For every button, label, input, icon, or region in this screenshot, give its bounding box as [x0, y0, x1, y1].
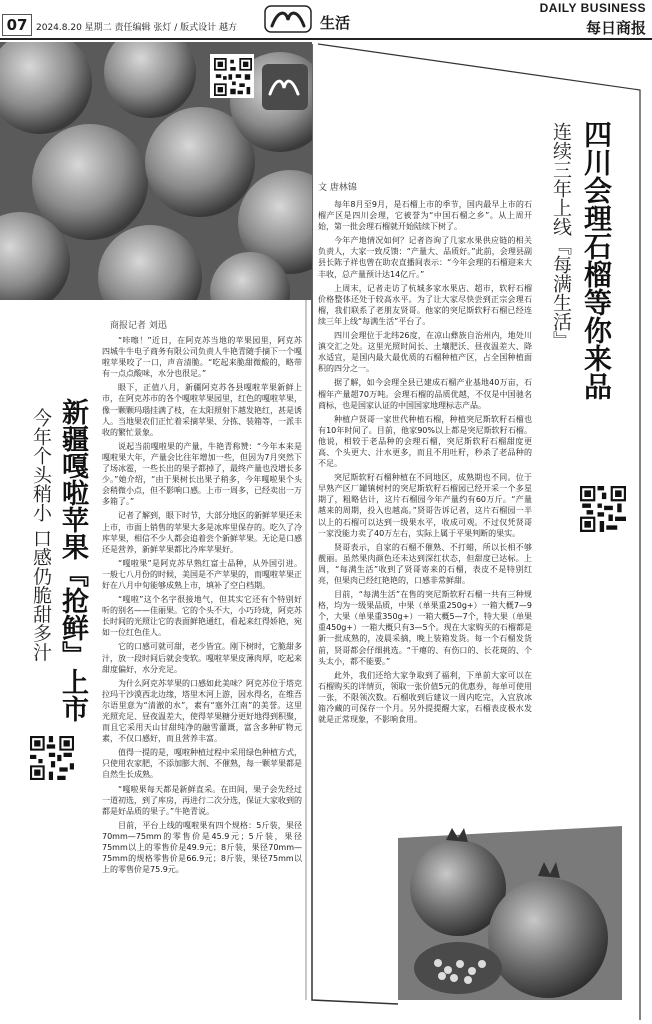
left-headline: 新疆嘎啦苹果『抢鲜』上市 — [57, 398, 88, 722]
section-title: 生活 — [320, 14, 351, 32]
qr-code-icon[interactable] — [214, 58, 252, 96]
brand-english: DAILY BUSINESS — [539, 1, 646, 15]
left-byline: 商报记者 刘迅 — [110, 321, 167, 331]
left-paragraph: 目前，平台上线的嘎啦果有四个规格：5斤装，果径70mm—75mm的零售价是45.9元；5斤装，果径75mm以上的零售价是49.9元；8斤装，果径70mm—75mm的规格零售价是66.9元；8斤装，果径75mm以上的零售价是75.9元。 — [102, 820, 302, 875]
right-paragraph: 每年8月至9月，是石榴上市的季节，国内最早上市的石榴产区是四川会理，它被誉为“中国石榴之乡”。从上周开始，第一批会理石榴就开始陆续下树了。 — [318, 200, 532, 232]
right-paragraph: 贤哥表示，自家的石榴不催熟、不打蜡，所以长相不够靓丽。虽然果肉颜色还未达到深红状态，但甜度已达标。上周，“每满生活”收到了贤哥寄来的石榴，表皮不是特别红亮，但果肉已经红艳艳的，口感非常鲜甜。 — [318, 542, 532, 585]
page-number: 07 — [2, 14, 32, 36]
left-paragraph: “嘎啦”这个名字很接地气，但其实它还有个特别好听的别名——佳丽果。它的个头不大，小巧玲珑，阿克苏长时间的光照让它的表面鲜艳通红，看起来红得娇艳，宛如一位红色佳人。 — [102, 595, 302, 638]
right-paragraph: 目前，“每满生活”在售的突尼斯软籽石榴一共有三种规格，均为一级果品质，中果（单果重250g+）一箱大概7—9个，大果（单果重350g+）一箱大概5—7个，特大果（单果重450g+）一箱大概只有3—5个。现在大家购买的石榴都是新一批成熟的，凌晨采摘，晚上装箱发货。每一个石榴发货前，贤哥都会仔细挑选。“干瘪的、有伤口的、长花斑的、个头太小，都不能要。” — [318, 590, 532, 666]
left-paragraph: 为什么阿克苏苹果的口感如此美味？阿克苏位于塔克拉玛干沙漠西北边缘，塔里木河上游，因水得名，在维吾尔语里意为“清澈的水”，素有“塞外江南”的美誉。这里光照充足、昼夜温差大，使得苹果糖分更好地得到积聚，而且它采用天山甘甜纯净的融雪灌溉，富含多种矿物元素，不仅口感好，而且营养丰富。 — [102, 678, 302, 744]
left-article-body — [102, 318, 302, 878]
left-paragraph: 记者了解到，眼下时节，大部分地区的新鲜苹果还未上市，市面上销售的苹果大多是冰库里保存的。吃久了冷库苹果，相信不少人都会追着尝个新鲜苹果。无论是口感还是营养，新鲜苹果都比冷库苹果好。 — [102, 511, 302, 554]
right-subheadline: 连续三年上线『每满生活』 — [550, 122, 572, 350]
right-paragraph: 此外，我们还给大家争取到了福利，下单前大家可以在石榴购买的详情页，领取一张价值5元的优惠券，每单可使用一张，不限领次数。石榴收到后建议一周内吃完，入宜放冰箱冷藏的可保存一个月。另外提提醒大家，石榴表皮极水发就是正常现象，不影响食用。 — [318, 670, 532, 725]
left-paragraph: “嘎啦果”是阿克苏早熟红富士品种，从外国引进。一般七八月份的时候，美国是不产苹果的，而嘎啦苹果正好在八月中旬能够成熟上市，填补了空白档期。 — [102, 558, 302, 590]
apple-photo — [0, 42, 312, 300]
left-paragraph: 值得一提的是，嘎啦种植过程中采用绿色种植方式，只使用农家肥，不添加膨大剂、不催熟，每一颗苹果都是自然生长成熟。 — [102, 748, 302, 780]
left-subheadline: 今年个头稍小 口感仍脆甜多汁 — [30, 408, 52, 662]
issue-meta: 2024.8.20 星期二 责任编辑 张灯 / 版式设计 越方 — [36, 23, 238, 33]
left-paragraph: 眼下，正值八月，新疆阿克苏各县嘎啦苹果新鲜上市，在阿克苏市的各个嘎啦苹果园里，红色的嘎啦苹果，像一颗颗玛瑙挂满了枝，在太阳照射下越发艳红，甚是诱人。当地果农们正忙着采摘苹果、分拣、装箱等，一派丰收的繁忙景象。 — [102, 383, 302, 437]
left-paragraph: 说起当前嘎啦果的产量，牛艳青称赞：“今年本来是嘎啦果大年，产量会比往年增加一些，但因为7月突然下了场冰雹，一些长出的果子都掉了，最终产量也没增长多少。”她介绍，“由于果树长出果子稍多，今年嘎啦果个头会稍微小点，但不影响口感。上市一周多，已经卖出一万多箱了。” — [102, 441, 302, 507]
right-byline: 文 唐林锦 — [318, 183, 357, 193]
right-headline: 四川会理石榴等你来品 — [580, 120, 613, 400]
right-paragraph: 今年产地情况如何？记者咨询了几家水果供应链的相关负责人，大家一致反馈：“产量大、品质好。”此前，会理县副县长陈子祥也曾在助农直播间表示：“今年会理的石榴迎来大丰收，总产量预计达14亿斤。” — [318, 236, 532, 279]
pomegranate-photo — [398, 818, 622, 1000]
right-paragraph: 上周末，记者走访了杭城多家水果店、超市，软籽石榴价格整体还处于较高水平。为了让大家尽快尝到正宗会理石榴，我们联系了老朋友贤哥。他家的突尼斯软籽石榴已经连续三年上线“每满生活”平台了。 — [318, 283, 532, 326]
left-paragraph: 它的口感可就可甜，老少皆宜。刚下树时，它脆甜多汁，放一段时间后就会变软。嘎啦苹果皮薄肉厚，吃起来甜度偏好，水分充足。 — [102, 642, 302, 674]
brand-chinese: 每日商报 — [585, 19, 646, 37]
left-paragraph: “嘎啦果每天都是新鲜直采。在田间，果子会先经过一道初选，到了库房，再进行二次分选，保证大家收到的都是好品质的果子。”牛艳青说。 — [102, 784, 302, 816]
left-qr-code-icon[interactable] — [30, 736, 74, 780]
right-paragraph: 四川会理位于北纬26度，在凉山彝族自治州内，地处川滇交汇之处。这里光照时间长、土壤肥沃、昼夜温差大、降水适宜，是国内最大最优质的石榴种植产区，占全国种植面积的四分之一。 — [318, 331, 532, 374]
right-paragraph: 据了解，如今会理全县已建成石榴产业基地40万亩，石榴年产量超70万吨。会理石榴的品质优越，不仅是中国驰名商标，也是国家认证的中国国家地理标志产品。 — [318, 378, 532, 410]
right-qr-code-icon[interactable] — [580, 486, 626, 532]
right-paragraph: 突尼斯软籽石榴种植在不同地区，成熟期也不同。位于早熟产区厂罐镇树村的突尼斯软籽石榴园已经开采一个多星期了，粗略估计，这片石榴园今年产量约有60万斤。“产量越来的周期，投入也越高。”贤哥告诉记者，这片石榴园一半以上的石榴可以达到一级果水平，收成可观。不过仅凭贤哥一家没能力卖了40万左右，实际上属于平果判断的果实。 — [318, 473, 532, 538]
right-paragraph: 种植户贤哥一家世代种植石榴，种植突尼斯软籽石榴也有10年时间了。目前，他家90%以上都是突尼斯软籽石榴。他说，相较于老品种的会理石榴，突尼斯软籽石榴甜度更高、个头更大、汁水更多，而且不用吐籽，秒杀了老品种的不足。 — [318, 414, 532, 469]
left-paragraph: “咔嚓！”近日，在阿克苏当地的苹果园里，阿克苏四城牛牛电子商务有限公司负责人牛艳青随手摘下一个嘎啦苹果咬了一口，声音清脆。“吃起来脆甜微酸的，略带有一点点酸味，水分也很足。” — [102, 336, 302, 379]
right-article-body — [318, 183, 532, 728]
